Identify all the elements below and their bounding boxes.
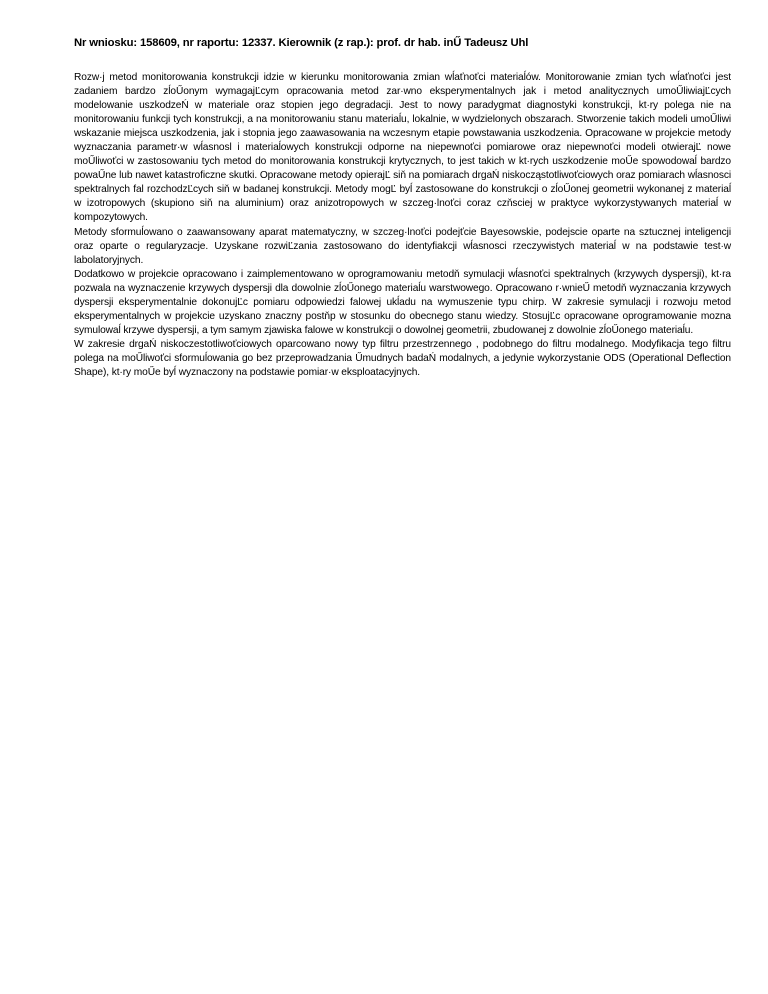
paragraph-3: Dodatkowo w projekcie opracowano i zaimplementowano w oprogramowaniu metodň symulacji wĺasnoťci spektralnych (krzywych dyspersji), kt·ra pozwala na wyznaczenie krzywych dyspersji dla dowolnie zĺoŰonego materiaĺu warstwowego. Opracowano r·wnieŰ metodň wyznaczania krzywych dyspersji eksperymentalnie dokonujĽc pomiaru odpowiedzi falowej ukĺadu na wymuszenie typu chirp. W zakresie symulacji i rozwoju metod eksperymentalnych w projekcie uzyskano znaczny postňp w stosunku do obecnego stanu wiedzy. StosujĽc opracowane oprogramowanie mozna symulowaĺ krzywe dyspersji, a tym samym zjawiska falowe w konstrukcji o dowolnej geometrii, zbudowanej z dowolnie zĺoŰonego materiaĺu.: [74, 268, 731, 336]
paragraph-2: Metody sformuĺowano o zaawansowany aparat matematyczny, w szczeg·lnoťci podejťcie Bayesowskie, podejscie oparte na sztucznej inteligencji oraz oparte o regularyzacje. Uzyskane rozwiĽzania zastosowano do identyfiakcji wĺasnosci rzeczywistych materiaĺ w na podstawie test·w labolatoryjnych.: [74, 226, 731, 266]
paragraph-1: Rozw·j metod monitorowania konstrukcji idzie w kierunku monitorowania zmian wĺaťnoťci materiaĺów. Monitorowanie zmian tych wĺaťnoťci jest zadaniem bardzo zĺoŰonym wymagajĽcym opracowania metod zar·wno eksperymentalnych jak i metod analitycznych umoŰliwiajĽcych modelowanie uszkodzeŃ w materiale oraz stopien jego degradacji. Jest to nowy paradygmat diagnostyki konstrukcji, kt·ry polega nie na monitorowaniu funkcji tych konstrukcji, a na monitorowaniu stanu materiaĺu, lokalnie, w wydzielonych obszarach. Stworzenie takich modeli umoŰliwi wskazanie miejsca uszkodzenia, jak i stopnia jego zaawasowania na wczesnym etapie powstawania uszkodzenia. Opracowane w projekcie metody wyznaczania parametr·w wĺasnosl i materiaĺowych konstrukcji odporne na niepewnoťci pomiarowe oraz niepewnoťci modeli otwierajĽ nowe moŰliwoťci w zastosowaniu tych metod do monitorowania konstrukcji krytycznych, to jest takich w kt·rych uszkodzenie moŰe spowodowaĺ bardzo powaŰne lub nawet katastroficzne skutki. Opracowane metody opierajĽ siň na pomiarach drgaŃ niskocząstotliwoťciowych oraz pomiarach wĺasnosci spektralnych fal rozchodzĽcych siň w badanej konstrukcji. Metody mogĽ byĺ zastosowane do konstrukcji o zĺoŰonej geometrii wykonanej z materiaĺ w izotropowych (skupiono siň na aluminium) oraz anizotropowych w szczeg·lnoťci coraz czňsciej w praktyce wykorzystywanych materiaĺ w kompozytowych.: [74, 72, 731, 224]
paragraph-4: W zakresie drgaŃ niskoczestotliwoťciowych oparcowano nowy typ filtru przestrzennego , podobnego do filtru modalnego. Modyfikacja tego filtru polega na moŰliwoťci sformuĺowania go bez przeprowadzania Űmudnych badaŃ modalnych, a jedynie wykorzystanie ODS (Operational Deflection Shape), kt·ry moŰe byĺ wyznaczony na podstawie pomiar·w eksploatacyjnych.: [74, 338, 731, 378]
report-header: Nr wniosku: 158609, nr raportu: 12337. Kierownik (z rap.): prof. dr hab. inŰ Tadeusz Uhl: [74, 37, 529, 49]
report-body: [74, 71, 731, 380]
